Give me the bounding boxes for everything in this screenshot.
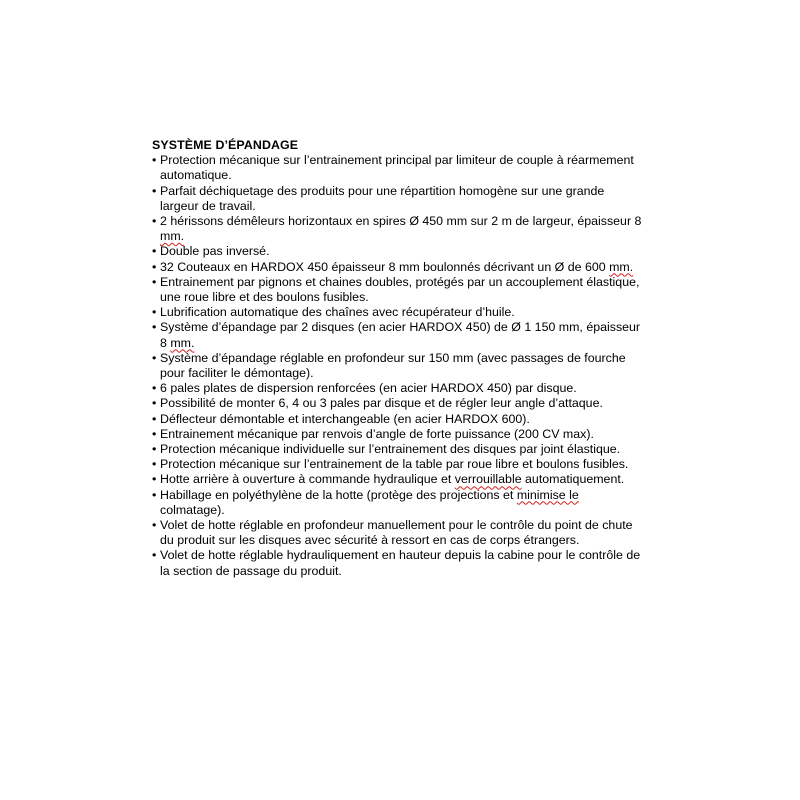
list-item (152, 548, 642, 578)
bullet-icon: • (152, 320, 157, 335)
list-item-text: Système d’épandage réglable en profondeur sur 150 mm (avec passages de fourche pour faciliter le démontage). (160, 350, 626, 381)
list-item (152, 214, 642, 244)
list-item (152, 153, 642, 183)
spellcheck-flagged-text: minimise le (516, 487, 579, 502)
list-item (152, 442, 642, 457)
list-item-text: Volet de hotte réglable hydrauliquement en hauteur depuis la cabine pour le contrôle de la section de passage du produit. (160, 548, 641, 578)
document-body (152, 138, 642, 579)
list-item-text: Déflecteur démontable et interchangeable (en acier HARDOX 600). (160, 411, 530, 426)
list-item (152, 275, 642, 305)
list-item-text: 32 Couteaux en HARDOX 450 épaisseur 8 mm boulonnés décrivant un Ø de 600 (160, 259, 610, 274)
bullet-icon: • (152, 487, 157, 502)
bullet-icon: • (152, 274, 157, 289)
spellcheck-flagged-text: verrouillable (454, 472, 522, 487)
bullet-icon: • (152, 305, 157, 320)
bullet-icon: • (152, 396, 157, 411)
list-item (152, 244, 642, 259)
list-item-text-after: colmatage). (160, 502, 225, 517)
bullet-icon: • (152, 259, 157, 274)
list-item-text: Protection mécanique sur l’entrainement de la table par roue libre et boulons fusibles. (160, 457, 629, 472)
bullet-icon: • (152, 214, 157, 229)
bullet-icon: • (152, 442, 157, 457)
spellcheck-flagged-text: mm. (170, 335, 195, 350)
bullet-icon: • (152, 426, 157, 441)
list-item-text: Entrainement mécanique par renvois d’angle de forte puissance (200 CV max). (160, 426, 594, 441)
spellcheck-flagged-text: mm. (160, 229, 185, 244)
list-item-text: Protection mécanique sur l’entrainement principal par limiteur de couple à réarmement automatique. (160, 153, 634, 183)
bullet-icon: • (152, 457, 157, 472)
list-item-text: Parfait déchiquetage des produits pour une répartition homogène sur une grande largeur de travail. (160, 183, 605, 213)
list-item-text: Entrainement par pignons et chaines doubles, protégés par un accouplement élastique, une roue libre et des boulons fusibles. (160, 274, 640, 305)
spellcheck-flagged-text: mm. (609, 259, 634, 274)
list-item-text: Lubrification automatique des chaînes avec récupérateur d’huile. (160, 305, 515, 320)
list-item (152, 320, 642, 350)
bullet-icon: • (152, 381, 157, 396)
bullet-icon: • (152, 244, 157, 259)
list-item-text: Habillage en polyéthylène de la hotte (protège des projections et (160, 487, 517, 502)
bullet-icon: • (152, 183, 157, 198)
bullet-icon: • (152, 350, 157, 365)
list-item-text: Protection mécanique individuelle sur l’entrainement des disques par joint élastique. (160, 442, 621, 457)
list-item (152, 260, 642, 275)
list-item (152, 351, 642, 381)
bullet-icon: • (152, 518, 157, 533)
list-item-text: Système d’épandage par 2 disques (en acier HARDOX 450) de Ø 1 150 mm, épaisseur 8 (160, 320, 641, 350)
list-item-text: 2 hérissons démêleurs horizontaux en spires Ø 450 mm sur 2 m de largeur, épaisseur 8 (160, 214, 642, 229)
list-item (152, 305, 642, 320)
list-item (152, 488, 642, 518)
list-item (152, 427, 642, 442)
list-item (152, 184, 642, 214)
section-heading: SYSTÈME D’ÉPANDAGE (152, 138, 299, 152)
list-item-text: Double pas inversé. (160, 244, 270, 259)
list-item-text: Volet de hotte réglable en profondeur manuellement pour le contrôle du point de chute du produit sur les disques avec sécurité à ressort en cas de corps étrangers. (160, 518, 633, 548)
bullet-icon: • (152, 153, 157, 168)
list-item (152, 396, 642, 411)
list-item (152, 412, 642, 427)
list-item-text-after: automatiquement. (521, 472, 625, 487)
list-item-text: 6 pales plates de dispersion renforcées (en acier HARDOX 450) par disque. (160, 381, 577, 396)
list-item-text: Hotte arrière à ouverture à commande hydraulique et (160, 472, 455, 487)
bullet-icon: • (152, 472, 157, 487)
list-item (152, 381, 642, 396)
list-item (152, 472, 642, 487)
list-item (152, 518, 642, 548)
feature-list (152, 153, 642, 579)
list-item (152, 457, 642, 472)
bullet-icon: • (152, 548, 157, 563)
list-item-text: Possibilité de monter 6, 4 ou 3 pales par disque et de régler leur angle d’attaque. (160, 396, 603, 411)
bullet-icon: • (152, 411, 157, 426)
